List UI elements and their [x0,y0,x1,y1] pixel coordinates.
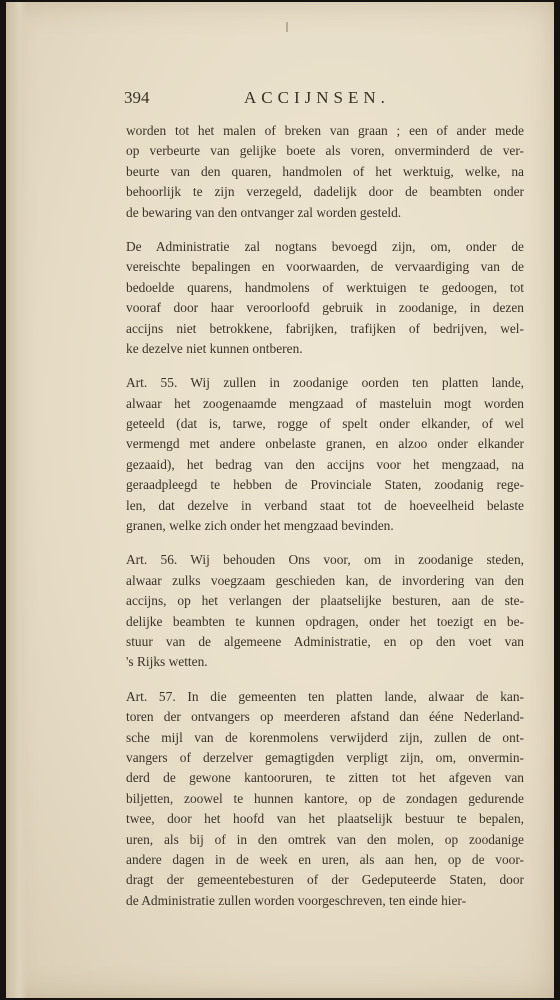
text-line: 's Rijks wetten. [126,654,208,670]
text-line: accijns, op het verlangen der plaatselijke besturen, aan de ste- [126,593,524,609]
running-head: ACCIJNSEN. [244,88,390,107]
text-line: delijke beambten te kunnen opdragen, onder het toezigt en be- [126,613,524,629]
paragraph [126,121,524,223]
text-line: alwaar zulks voegzaam geschieden kan, de invordering van den [126,572,524,588]
text-line: vooraf door haar veroorloofd gebruik in zoodanige, in dezen [126,300,524,316]
text-line: de bewaring van den ontvanger zal worden gesteld. [126,204,402,220]
text-line: de Administratie zullen worden voorgeschreven, ten einde hier- [126,892,467,908]
text-line: andere dagen in de week en uren, als aan hen, op de voor- [126,851,524,867]
text-line: vangers of derzelver gemagtigden verpligt zijn, om, onvermin- [126,749,524,765]
text-line: Art. 56. Wij behouden Ons voor, om in zoodanige steden, [126,552,524,568]
text-line: worden tot het malen of breken van graan ; een of ander mede [126,123,524,138]
text-line: derd de gewone kantooruren, te zitten tot het afgeven van [126,770,524,786]
page-gutter [6,2,28,998]
text-line: op verbeurte van gelijke boete als voren, onverminderd de ver- [126,143,524,159]
paragraph [126,687,524,911]
text-line: toren der ontvangers op meerderen afstand dan ééne Nederland- [126,709,524,725]
text-line: ke dezelve niet kunnen ontberen. [126,340,303,356]
text-line: Art. 57. In die gemeenten ten platten lande, alwaar de kan- [126,688,524,704]
text-line: vermengd met andere onbelaste granen, en alzoo onder elkander [126,436,524,452]
text-line: uren, als bij of in den omtrek van den molen, op zoodanige [126,831,524,847]
text-line: biljetten, zoowel te hunnen kantore, op de zondagen gedurende [126,790,524,806]
text-line: sche mijl van de korenmolens verwijderd zijn, zullen de ont- [126,729,524,745]
text-line: len, dat dezelve in verband staat tot de hoeveelheid belaste [126,497,524,513]
text-line: gezaaid), het bedrag van den accijns voor het mengzaad, na [126,456,524,472]
paper-mark [286,22,288,32]
text-line: granen, welke zich onder het mengzaad bevinden. [126,518,394,534]
text-line: geteeld (dat is, tarwe, rogge of spelt onder elkander, of wel [126,416,524,432]
page-number: 394 [124,88,150,107]
text-line: alwaar het zoogenaamde mengzaad of masteluin mogt worden [126,395,524,411]
text-line: accijns niet betrokkene, fabrijken, trafijken of bedrijven, wel- [126,320,524,336]
paragraph [126,237,524,359]
text-line: stuur van de algemeene Administratie, en op den voet van [126,633,524,649]
page-header [124,88,484,112]
text-line: behoorlijk te zijn verzegeld, dadelijk door de beambten onder [126,184,524,200]
body-text [126,121,524,925]
paragraph [126,550,524,672]
text-line: dragt der gemeentebesturen of der Gedeputeerde Staten, door [126,872,524,888]
text-line: geraadpleegd te hebben de Provinciale Staten, zoodanig rege- [126,477,524,493]
text-line: twee, door het hoofd van het plaatselijk bestuur te bepalen, [126,811,524,827]
text-line: vereischte bepalingen en voorwaarden, de vervaardiging van de [126,259,524,275]
paragraph [126,373,524,536]
text-line: beurte van den quaren, handmolen of het werktuig, welke, na [126,163,524,179]
text-line: De Administratie zal nogtans bevoegd zijn, om, onder de [126,238,524,254]
text-line: bedoelde quarens, handmolens of werktuigen te gedoogen, tot [126,279,524,295]
text-line: Art. 55. Wij zullen in zoodanige oorden ten platten lande, [126,375,524,391]
book-page [6,2,554,998]
